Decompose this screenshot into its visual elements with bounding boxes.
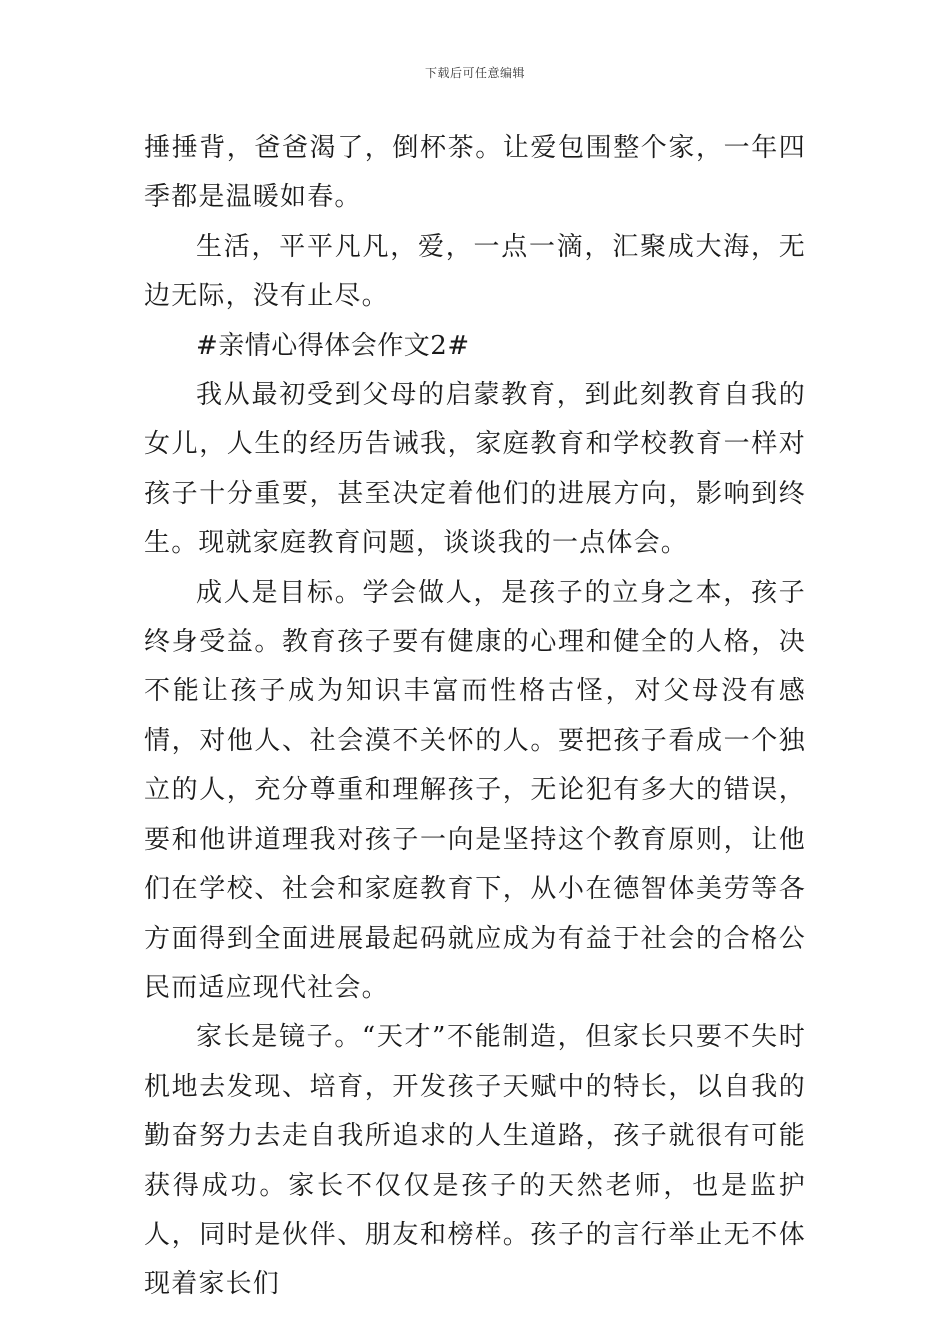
page-header: 下载后可任意编辑 bbox=[424, 66, 525, 80]
document-body bbox=[144, 124, 806, 1310]
section-heading: #亲情心得体会作文2# bbox=[196, 330, 470, 361]
paragraph: 成人是目标。学会做人，是孩子的立身之本，孩子终身受益。教育孩子要有健康的心理和健全的人格，决不能让孩子成为知识丰富而性格古怪，对父母没有感情，对他人、社会漠不关怀的人。要把孩子看成一个独立的人，充分尊重和理解孩子，无论犯有多大的错误，要和他讲道理我对孩子一向是坚持这个教育原则，让他们在学校、社会和家庭教育下，从小在德智体美劳等各方面得到全面进展最起码就应成为有益于社会的合格公民而适应现代社会。 bbox=[144, 577, 806, 1003]
paragraph: 生活，平平凡凡，爱，一点一滴，汇聚成大海，无边无际，没有止尽。 bbox=[144, 231, 806, 312]
paragraph-continuation: 捶捶背，爸爸渴了，倒杯茶。让爱包围整个家，一年四季都是温暖如春。 bbox=[144, 133, 806, 213]
paragraph: 我从最初受到父母的启蒙教育，到此刻教育自我的女儿，人生的经历告诫我，家庭教育和学校教育一样对孩子十分重要，甚至决定着他们的进展方向，影响到终生。现就家庭教育问题，谈谈我的一点体会。 bbox=[144, 380, 806, 559]
paragraph: 家长是镜子。“天才”不能制造，但家长只要不失时机地去发现、培育，开发孩子天赋中的特长，以自我的勤奋努力去走自我所追求的人生道路，孩子就很有可能获得成功。家长不仅仅是孩子的天然老师，也是监护人，同时是伙伴、朋友和榜样。孩子的言行举止无不体现着家长们 bbox=[144, 1022, 806, 1300]
